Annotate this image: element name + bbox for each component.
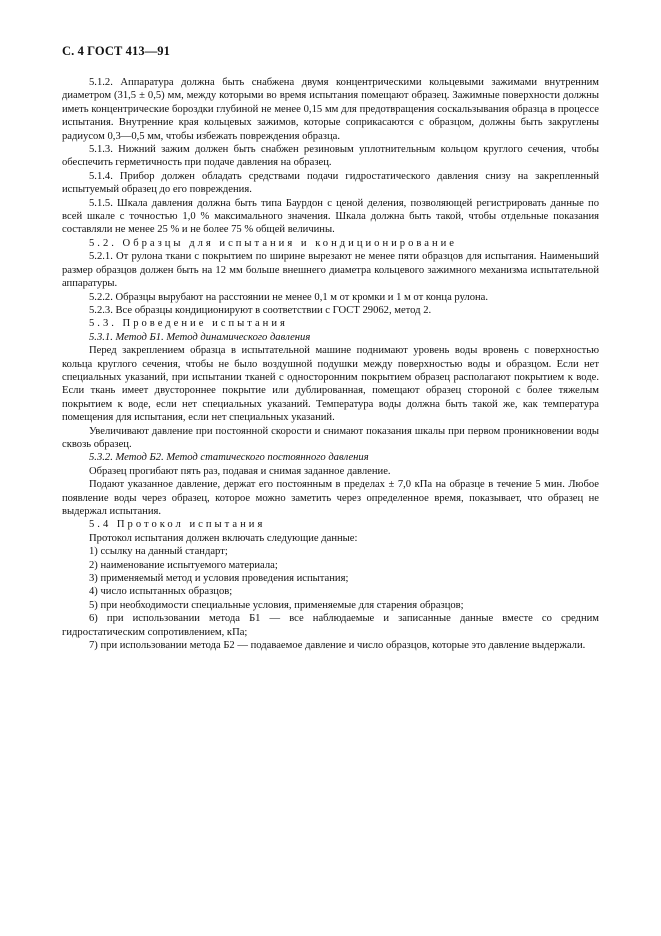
list-item-6: 6) при использовании метода Б1 — все наблюдаемые и записанные данные вместе со средним гидростатическим сопротивлением, кПа;: [62, 613, 599, 638]
paragraph-5-2-2: 5.2.2. Образцы вырубают на расстоянии не менее 0,1 м от кромки и 1 м от конца рулона.: [89, 291, 489, 303]
section-heading-5-3: 5.3. Проведение испытания: [89, 318, 288, 330]
list-item-7: 7) при использовании метода Б2 — подаваемое давление и число образцов, которые это давление выдержали.: [89, 640, 586, 652]
paragraph-5-1-3: 5.1.3. Нижний зажим должен быть снабжен резиновым уплотнительным кольцом круглого сечения, чтобы обеспечить герметичность при подаче давления на образец.: [62, 144, 599, 169]
paragraph-method-b2-pressure: Подают указанное давление, держат его постоянным в пределах ± 7,0 кПа на образце в течение 5 мин. Любое появление воды через образец, которое можно заметить через определенное время, показывает, что образец не выдержал испытания.: [62, 479, 599, 517]
paragraph-5-2-3: 5.2.3. Все образцы кондиционируют в соответствии с ГОСТ 29062, метод 2.: [89, 304, 432, 316]
paragraph-5-1-2: 5.1.2. Аппаратура должна быть снабжена двумя концентрическими кольцевыми зажимами внутренним диаметром (31,5 ± 0,5) мм, между которыми во время испытания помещают образец. Зажимные поверхности должны иметь концентрические бороздки глубиной не менее 0,15 мм для предотвращения соскальзывания образца в процессе испытания. Внутренние края кольцевых зажимов, которые соприкасаются с образцом, должны быть закруглены радиусом 0,3—0,5 мм, чтобы избежать повреждения образца.: [62, 77, 599, 142]
paragraph-5-2-1: 5.2.1. От рулона ткани с покрытием по ширине вырезают не менее пяти образцов для испытания. Наименьший размер образцов должен быть на 12 мм больше внешнего диаметра кольцевого зажимного механизма испытательной аппаратуры.: [62, 251, 599, 290]
list-item-2: 2) наименование испытуемого материала;: [89, 559, 278, 571]
list-item-4: 4) число испытанных образцов;: [89, 586, 233, 598]
list-item-1: 1) ссылку на данный стандарт;: [89, 546, 228, 558]
document-body: [62, 76, 599, 652]
section-heading-5-2: 5.2. Образцы для испытания и кондиционирование: [89, 237, 457, 249]
paragraph-5-1-4: 5.1.4. Прибор должен обладать средствами подачи гидростатического давления снизу на закрепленный испытуемый образец до его повреждения.: [62, 170, 599, 196]
list-item-5: 5) при необходимости специальные условия, применяемые для старения образцов;: [89, 599, 464, 611]
paragraph-method-b1: Перед закреплением образца в испытательной машине поднимают уровень воды вровень с поверхностью кольца круглого сечения, чтобы не было воздушной подушки между поверхностью воды и образцом. Если нет специальных указаний, при испытании тканей с односторонним покрытием образец располагают покрытием к воде. Если ткань имеет двустороннее покрытие или дублированная, помещают образец стороной с более тяжелым покрытием к воде, если нет специальных указаний. Температура воды должна быть такой же, как температура помещения для испытания, если нет специальных указаний.: [62, 345, 599, 424]
subsection-heading-5-3-2: 5.3.2. Метод Б2. Метод статического постоянного давления: [89, 452, 369, 464]
paragraph-method-b2-flex: Образец прогибают пять раз, подавая и снимая заданное давление.: [89, 465, 391, 477]
paragraph-pressure-increase: Увеличивают давление при постоянной скорости и снимают показания шкалы при первом проникновении воды сквозь образец.: [62, 425, 599, 450]
page-header: С. 4 ГОСТ 413—91: [62, 44, 171, 58]
subsection-heading-5-3-1: 5.3.1. Метод Б1. Метод динамического давления: [89, 331, 311, 343]
paragraph-5-1-5: 5.1.5. Шкала давления должна быть типа Баурдон с ценой деления, позволяющей регистрировать данные по всей шкале с точностью 1,0 % максимального значения. Шкала должна быть такой, чтобы отдельные показания составляли не менее 25 % и не более 75 % общей величины.: [62, 197, 599, 236]
paragraph-protocol-intro: Протокол испытания должен включать следующие данные:: [89, 532, 358, 544]
section-heading-5-4: 5.4 Протокол испытания: [89, 519, 266, 531]
list-item-3: 3) применяемый метод и условия проведения испытания;: [89, 573, 349, 585]
